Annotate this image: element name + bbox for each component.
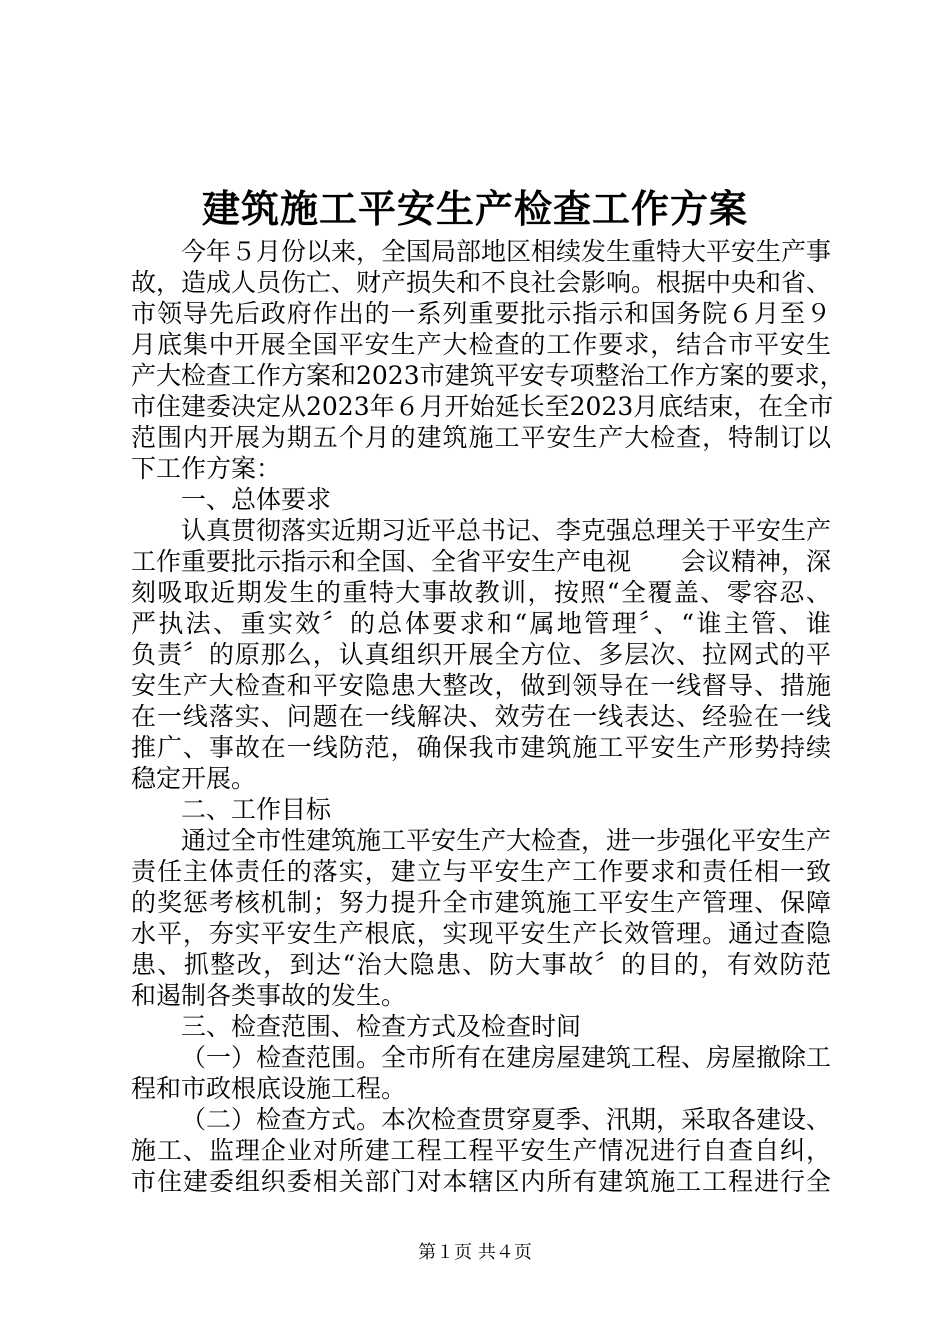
paragraph-line: 市住建委决定从2023年６月开始延长至2023月底结束，在全市 [131,392,834,421]
page-number: 第１页 共４页 [418,1242,532,1263]
paragraph-line: 患、抓整改，到达“治大隐患、防大事故〞的目的，有效防范 [131,950,831,979]
paragraph-line: 安生产大检查和平安隐患大整改，做到领导在一线督导、措施 [131,671,831,700]
paragraph-line: 负责〞的原那么，认真组织开展全方位、多层次、拉网式的平 [131,640,831,669]
paragraph-line: 严执法、重实效〞的总体要求和“属地管理〞、“谁主管、谁 [131,609,831,638]
paragraph-line: 市住建委组织委相关部门对本辖区内所有建筑施工工程进行全 [131,1167,831,1196]
paragraph-line: 下工作方案： [131,454,282,483]
paragraph-line: 在一线落实、问题在一线解决、效劳在一线表达、经验在一线 [131,702,831,731]
paragraph-line: （二）检查方式。本次检查贯穿夏季、汛期，采取各建设、 [181,1105,832,1134]
paragraph-line: 产大检查工作方案和2023市建筑平安专项整治工作方案的要求， [131,361,845,390]
paragraph-line: 推广、事故在一线防范，确保我市建筑施工平安生产形势持续 [131,733,831,762]
paragraph-line: 故，造成人员伤亡、财产损失和不良社会影响。根据中央和省、 [131,268,832,297]
paragraph-line: 施工、监理企业对所建工程工程平安生产情况进行自查自纠， [131,1136,831,1165]
paragraph-line: 水平，夯实平安生产根底，实现平安生产长效管理。通过查隐 [131,919,831,948]
section-heading: 二、工作目标 [181,795,332,824]
document-body [131,236,845,1197]
paragraph-line: （一）检查范围。全市所有在建房屋建筑工程、房屋撤除工 [181,1043,832,1072]
paragraph-line: 和遏制各类事故的发生。 [131,981,407,1010]
paragraph-line: 稳定开展。 [131,764,257,793]
section-heading: 一、总体要求 [181,485,332,514]
paragraph-line: 程和市政根底设施工程。 [131,1074,407,1103]
paragraph-line: 的奖惩考核机制；努力提升全市建筑施工平安生产管理、保障 [131,888,831,917]
section-heading: 三、检查范围、检查方式及检查时间 [181,1012,582,1041]
paragraph-line: 市领导先后政府作出的一系列重要批示指示和国务院６月至９ [131,299,831,328]
paragraph-line: 刻吸取近期发生的重特大事故教训，按照“全覆盖、零容忍、 [131,578,831,607]
paragraph-line: 认真贯彻落实近期习近平总书记、李克强总理关于平安生产 [181,516,832,545]
paragraph-line: 范围内开展为期五个月的建筑施工平安生产大检查，特制订以 [131,423,831,452]
paragraph-line: 责任主体责任的落实，建立与平安生产工作要求和责任相一致 [131,857,831,886]
document-title: 建筑施工平安生产检查工作方案 [201,186,748,231]
paragraph-line: 通过全市性建筑施工平安生产大检查，进一步强化平安生产 [181,826,832,855]
paragraph-line: 月底集中开展全国平安生产大检查的工作要求，结合市平安生 [131,330,831,359]
paragraph-line: 今年５月份以来，全国局部地区相续发生重特大平安生产事 [181,237,832,266]
paragraph-line: 工作重要批示指示和全国、全省平安生产电视 会议精神，深 [131,547,832,576]
